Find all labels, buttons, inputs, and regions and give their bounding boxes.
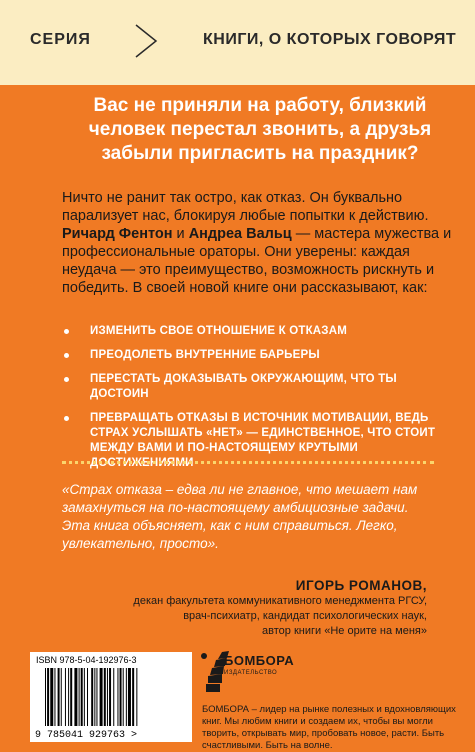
barcode-bar (68, 668, 69, 726)
barcode-bar (107, 668, 108, 726)
barcode-bar (70, 668, 72, 726)
publisher-name: БОМБОРА (224, 653, 295, 668)
series-title: КНИГИ, О КОТОРЫХ ГОВОРЯТ (203, 31, 457, 48)
bullet-dot-icon (64, 416, 69, 421)
quote-author-name: ИГОРЬ РОМАНОВ, (295, 578, 427, 593)
isbn-number: ISBN 978-5-04-192976-3 (36, 655, 137, 665)
list-item-text: ИЗМЕНИТЬ СВОЕ ОТНОШЕНИЕ К ОТКАЗАМ (90, 325, 347, 337)
quote-author (27, 577, 427, 639)
barcode-digits: 9 785041 929763 > (35, 730, 138, 740)
barcode-bar (61, 668, 62, 726)
publisher-tagline: БОМБОРА – лидер на рынке полезных и вдохновляющих книг. Мы любим книги и создаем их, чтобы вы могли творить, открывать мир, пробовать новое, расти. Быть счастливыми. Быть на волне. (202, 704, 456, 751)
barcode-bar (126, 668, 127, 726)
barcode-bar (94, 668, 95, 726)
quote: «Страх отказа – едва ли не главное, что мешает нам замахнуться на по-настоящему амбициозные задачи. Эта книга объясняет, как с ним справиться. Легко, увлекательно, просто». (62, 482, 418, 551)
barcode-bar (91, 668, 93, 726)
barcode-bar (136, 668, 137, 726)
list-item-text: ПРЕВРАЩАТЬ ОТКАЗЫ В ИСТОЧНИК МОТИВАЦИИ, ВЕДЬ СТРАХ УСЛЫШАТЬ «НЕТ» — ЕДИНСТВЕННОЕ, ЧТО СТОИТ МЕЖДУ ВАМИ И ПО-НАСТОЯЩЕМУ КРУТЫМИ ДОСТИЖЕНИЯМИ (90, 412, 436, 469)
list-item-text: ПЕРЕСТАТЬ ДОКАЗЫВАТЬ ОКРУЖАЮЩИМ, ЧТО ТЫ ДОСТОИН (90, 373, 397, 400)
barcode-bar (81, 668, 83, 726)
author-name-1: Ричард Фентон (62, 226, 173, 242)
barcode-bar (100, 668, 103, 726)
barcode-bar (54, 668, 55, 726)
list-item (62, 372, 442, 402)
barcode-bar (65, 668, 66, 726)
barcode-bar (74, 668, 77, 726)
bullet-dot-icon (64, 353, 69, 358)
barcode-bar (58, 668, 60, 726)
conjunction: и (172, 226, 189, 242)
bullet-dot-icon (64, 377, 69, 382)
barcode-bar (123, 668, 124, 726)
barcode-bar (117, 668, 118, 726)
publisher-subtitle: ИЗДАТЕЛЬСТВО (224, 670, 278, 676)
barcode-bar (132, 668, 134, 726)
barcode-box (30, 652, 192, 742)
quote-author-title: врач-психиатр, кандидат психологических наук, (183, 610, 427, 622)
paragraph-authors-text: — мастера мужества и профессиональные ораторы. Они уверены: каждая неудача — это преимущество, возможность рискнуть и победить. В своей новой книге они рассказывают, как: (62, 226, 452, 296)
list-item (62, 324, 442, 339)
bullet-list (62, 324, 442, 480)
dotted-divider (62, 461, 434, 464)
barcode-bar (104, 668, 106, 726)
barcode-bar (47, 668, 49, 726)
paragraph-intro: Ничто не ранит так остро, как отказ. Он буквально парализует нас, блокируя любые попытки к действию. (62, 190, 429, 224)
barcode (35, 668, 187, 740)
barcode-bar (120, 668, 122, 726)
author-name-2: Андреа Вальц (188, 226, 292, 242)
series-bar (0, 0, 475, 85)
quote-author-title: автор книги «Не орите на меня» (262, 625, 427, 637)
barcode-bar (96, 668, 97, 726)
series-label: СЕРИЯ (30, 31, 91, 48)
barcode-bar (113, 668, 114, 726)
barcode-bar (128, 668, 131, 726)
bullet-dot-icon (64, 329, 69, 334)
headline: Вас не приняли на работу, близкий человек перестал звонить, а друзья забыли пригласить на праздник? (88, 95, 432, 164)
barcode-bar (50, 668, 53, 726)
barcode-bar (45, 668, 46, 726)
quote-author-title: декан факультета коммуникативного менеджмента РГСУ, (133, 595, 427, 607)
list-item-text: ПРЕОДОЛЕТЬ ВНУТРЕННИЕ БАРЬЕРЫ (90, 349, 320, 361)
barcode-bar (109, 668, 111, 726)
barcode-bar (79, 668, 80, 726)
barcode-bar (87, 668, 88, 726)
paragraph-authors (62, 225, 462, 297)
barcode-bar (84, 668, 85, 726)
chevron-right-icon (128, 23, 164, 59)
list-item (62, 348, 442, 363)
